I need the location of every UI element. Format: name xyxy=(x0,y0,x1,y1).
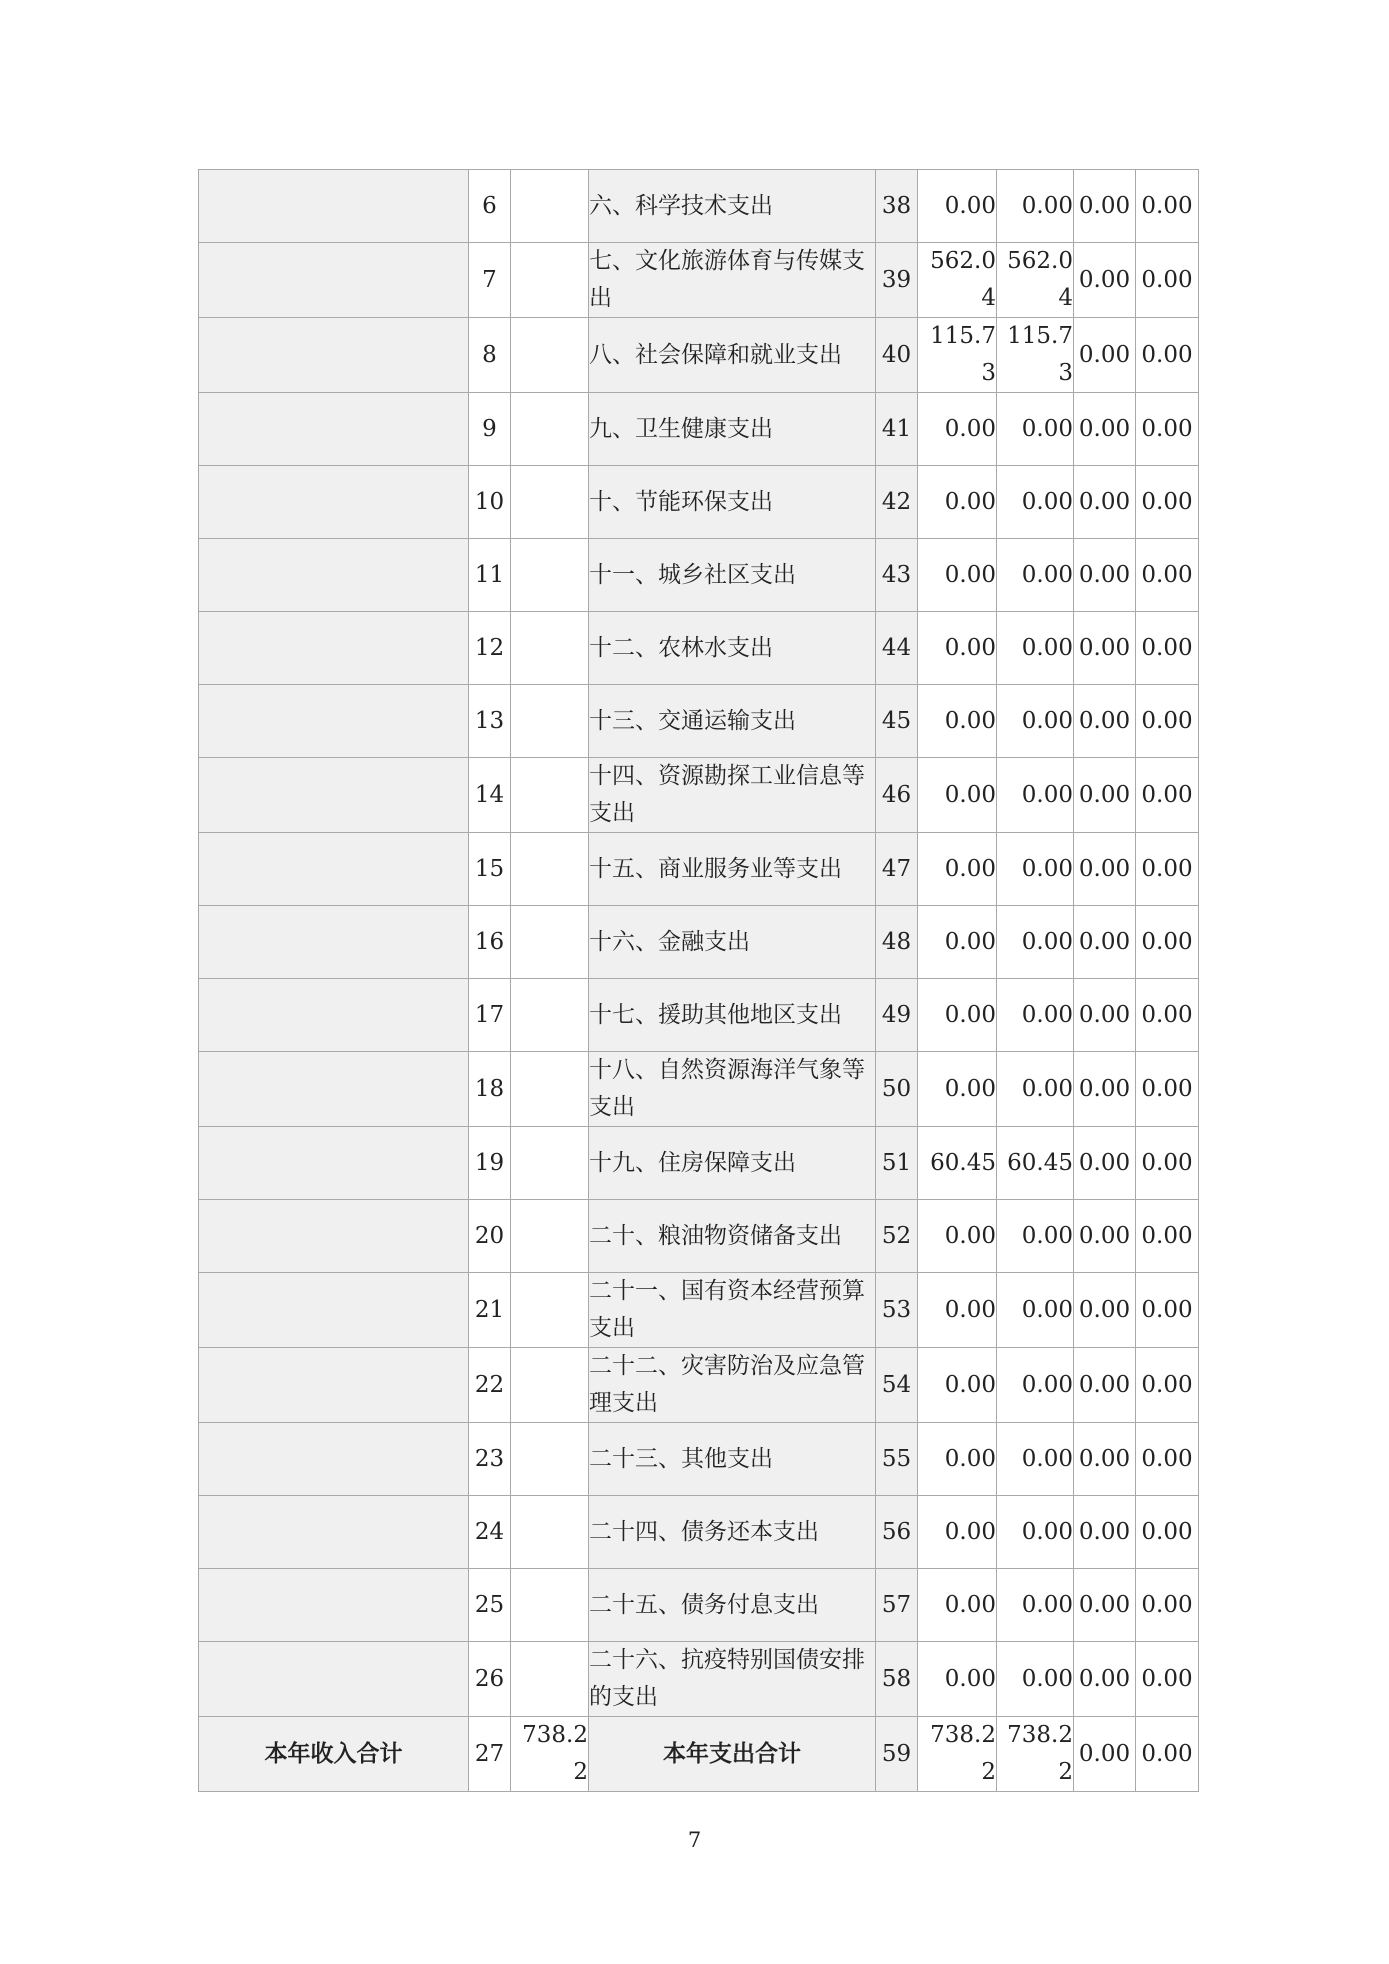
fund-budget-amount: 0.00 xyxy=(1074,1569,1136,1642)
expense-item-name: 十七、援助其他地区支出 xyxy=(589,979,876,1052)
fund-budget-amount: 0.00 xyxy=(1074,1052,1136,1127)
general-budget-amount: 0.00 xyxy=(997,1348,1074,1423)
expense-item-name: 八、社会保障和就业支出 xyxy=(589,318,876,393)
income-row-number: 20 xyxy=(469,1200,511,1273)
state-capital-budget-amount: 0.00 xyxy=(1136,906,1199,979)
expense-item-name: 二十三、其他支出 xyxy=(589,1423,876,1496)
state-capital-budget-amount: 0.00 xyxy=(1136,685,1199,758)
expense-item-name: 十八、自然资源海洋气象等支出 xyxy=(589,1052,876,1127)
income-row-number: 7 xyxy=(469,243,511,318)
expense-row-number: 47 xyxy=(876,833,918,906)
expense-item-name: 二十一、国有资本经营预算支出 xyxy=(589,1273,876,1348)
table-row xyxy=(199,1273,1199,1348)
income-amount-cell xyxy=(511,1200,589,1273)
total-row xyxy=(199,1717,1199,1792)
expense-item-name: 十二、农林水支出 xyxy=(589,612,876,685)
income-amount-cell xyxy=(511,1273,589,1348)
income-item-cell xyxy=(199,170,469,243)
general-budget-total: 738.22 xyxy=(997,1717,1074,1792)
table-row xyxy=(199,1052,1199,1127)
income-amount-cell xyxy=(511,466,589,539)
expense-total-number: 59 xyxy=(876,1717,918,1792)
expense-total-sum: 738.22 xyxy=(918,1717,997,1792)
income-item-cell xyxy=(199,1496,469,1569)
income-item-cell xyxy=(199,833,469,906)
table-row xyxy=(199,539,1199,612)
income-row-number: 23 xyxy=(469,1423,511,1496)
expense-total-amount: 0.00 xyxy=(918,906,997,979)
table-row xyxy=(199,758,1199,833)
fund-budget-amount: 0.00 xyxy=(1074,393,1136,466)
income-amount-cell xyxy=(511,906,589,979)
general-budget-amount: 0.00 xyxy=(997,1052,1074,1127)
expense-row-number: 39 xyxy=(876,243,918,318)
table-row xyxy=(199,1642,1199,1717)
income-amount-cell xyxy=(511,318,589,393)
table-row xyxy=(199,1127,1199,1200)
income-amount-cell xyxy=(511,1348,589,1423)
income-item-cell xyxy=(199,539,469,612)
state-capital-budget-amount: 0.00 xyxy=(1136,1642,1199,1717)
expense-total-amount: 0.00 xyxy=(918,1423,997,1496)
expense-total-amount: 0.00 xyxy=(918,1642,997,1717)
income-amount-cell xyxy=(511,1642,589,1717)
expense-total-amount: 115.73 xyxy=(918,318,997,393)
income-row-number: 10 xyxy=(469,466,511,539)
income-item-cell xyxy=(199,612,469,685)
income-amount-cell xyxy=(511,1423,589,1496)
expense-total-amount: 0.00 xyxy=(918,758,997,833)
expense-total-label: 本年支出合计 xyxy=(589,1717,876,1792)
expense-item-name: 六、科学技术支出 xyxy=(589,170,876,243)
fund-budget-amount: 0.00 xyxy=(1074,1348,1136,1423)
table-body xyxy=(199,170,1199,1717)
state-capital-budget-amount: 0.00 xyxy=(1136,1423,1199,1496)
fund-budget-total: 0.00 xyxy=(1074,1717,1136,1792)
expense-row-number: 56 xyxy=(876,1496,918,1569)
general-budget-amount: 0.00 xyxy=(997,1496,1074,1569)
fund-budget-amount: 0.00 xyxy=(1074,612,1136,685)
general-budget-amount: 0.00 xyxy=(997,539,1074,612)
fund-budget-amount: 0.00 xyxy=(1074,466,1136,539)
income-amount-cell xyxy=(511,833,589,906)
income-item-cell xyxy=(199,758,469,833)
state-capital-budget-amount: 0.00 xyxy=(1136,979,1199,1052)
state-capital-budget-amount: 0.00 xyxy=(1136,1200,1199,1273)
expense-item-name: 十六、金融支出 xyxy=(589,906,876,979)
income-item-cell xyxy=(199,1127,469,1200)
expense-item-name: 二十四、债务还本支出 xyxy=(589,1496,876,1569)
income-total-amount: 738.22 xyxy=(511,1717,589,1792)
state-capital-budget-amount: 0.00 xyxy=(1136,243,1199,318)
income-amount-cell xyxy=(511,539,589,612)
income-amount-cell xyxy=(511,685,589,758)
expense-row-number: 40 xyxy=(876,318,918,393)
fund-budget-amount: 0.00 xyxy=(1074,1423,1136,1496)
expense-item-name: 七、文化旅游体育与传媒支出 xyxy=(589,243,876,318)
table-row xyxy=(199,1348,1199,1423)
general-budget-amount: 60.45 xyxy=(997,1127,1074,1200)
expense-item-name: 十五、商业服务业等支出 xyxy=(589,833,876,906)
income-row-number: 12 xyxy=(469,612,511,685)
expense-row-number: 49 xyxy=(876,979,918,1052)
table-row xyxy=(199,318,1199,393)
general-budget-amount: 0.00 xyxy=(997,393,1074,466)
income-row-number: 18 xyxy=(469,1052,511,1127)
income-item-cell xyxy=(199,1348,469,1423)
general-budget-amount: 0.00 xyxy=(997,1642,1074,1717)
fund-budget-amount: 0.00 xyxy=(1074,979,1136,1052)
expense-row-number: 57 xyxy=(876,1569,918,1642)
income-amount-cell xyxy=(511,612,589,685)
general-budget-amount: 115.73 xyxy=(997,318,1074,393)
expense-total-amount: 0.00 xyxy=(918,1496,997,1569)
state-capital-budget-amount: 0.00 xyxy=(1136,1273,1199,1348)
expense-total-amount: 562.04 xyxy=(918,243,997,318)
income-row-number: 13 xyxy=(469,685,511,758)
table-row xyxy=(199,393,1199,466)
general-budget-amount: 0.00 xyxy=(997,685,1074,758)
income-row-number: 21 xyxy=(469,1273,511,1348)
income-total-number: 27 xyxy=(469,1717,511,1792)
expense-row-number: 44 xyxy=(876,612,918,685)
table-row xyxy=(199,833,1199,906)
fund-budget-amount: 0.00 xyxy=(1074,758,1136,833)
page-number: 7 xyxy=(687,1828,702,1852)
state-capital-budget-amount: 0.00 xyxy=(1136,1348,1199,1423)
income-row-number: 14 xyxy=(469,758,511,833)
income-row-number: 11 xyxy=(469,539,511,612)
general-budget-amount: 562.04 xyxy=(997,243,1074,318)
general-budget-amount: 0.00 xyxy=(997,1200,1074,1273)
income-item-cell xyxy=(199,1423,469,1496)
income-row-number: 6 xyxy=(469,170,511,243)
income-amount-cell xyxy=(511,979,589,1052)
expense-total-amount: 0.00 xyxy=(918,539,997,612)
general-budget-amount: 0.00 xyxy=(997,1423,1074,1496)
income-item-cell xyxy=(199,1200,469,1273)
expense-row-number: 41 xyxy=(876,393,918,466)
income-row-number: 22 xyxy=(469,1348,511,1423)
income-amount-cell xyxy=(511,758,589,833)
expense-total-amount: 0.00 xyxy=(918,1052,997,1127)
table-row xyxy=(199,243,1199,318)
expense-row-number: 48 xyxy=(876,906,918,979)
income-item-cell xyxy=(199,1642,469,1717)
income-row-number: 17 xyxy=(469,979,511,1052)
state-capital-budget-amount: 0.00 xyxy=(1136,1569,1199,1642)
expense-row-number: 52 xyxy=(876,1200,918,1273)
expense-total-amount: 0.00 xyxy=(918,979,997,1052)
expense-item-name: 二十、粮油物资储备支出 xyxy=(589,1200,876,1273)
table-row xyxy=(199,466,1199,539)
expense-total-amount: 0.00 xyxy=(918,393,997,466)
expense-row-number: 50 xyxy=(876,1052,918,1127)
income-amount-cell xyxy=(511,1052,589,1127)
fund-budget-amount: 0.00 xyxy=(1074,1496,1136,1569)
table-row xyxy=(199,1496,1199,1569)
income-item-cell xyxy=(199,466,469,539)
expense-row-number: 55 xyxy=(876,1423,918,1496)
table-row xyxy=(199,979,1199,1052)
expense-total-amount: 0.00 xyxy=(918,685,997,758)
table-row xyxy=(199,685,1199,758)
expense-total-amount: 0.00 xyxy=(918,1273,997,1348)
table-row xyxy=(199,612,1199,685)
fund-budget-amount: 0.00 xyxy=(1074,243,1136,318)
income-item-cell xyxy=(199,243,469,318)
expense-item-name: 二十二、灾害防治及应急管理支出 xyxy=(589,1348,876,1423)
state-capital-budget-amount: 0.00 xyxy=(1136,758,1199,833)
table-row xyxy=(199,1200,1199,1273)
fund-budget-amount: 0.00 xyxy=(1074,833,1136,906)
expense-total-amount: 0.00 xyxy=(918,1569,997,1642)
state-capital-budget-amount: 0.00 xyxy=(1136,539,1199,612)
income-row-number: 25 xyxy=(469,1569,511,1642)
expense-total-amount: 0.00 xyxy=(918,466,997,539)
general-budget-amount: 0.00 xyxy=(997,833,1074,906)
income-item-cell xyxy=(199,979,469,1052)
expense-total-amount: 0.00 xyxy=(918,612,997,685)
expense-row-number: 58 xyxy=(876,1642,918,1717)
table-row xyxy=(199,906,1199,979)
general-budget-amount: 0.00 xyxy=(997,758,1074,833)
income-row-number: 9 xyxy=(469,393,511,466)
expense-row-number: 46 xyxy=(876,758,918,833)
income-item-cell xyxy=(199,906,469,979)
general-budget-amount: 0.00 xyxy=(997,466,1074,539)
expense-row-number: 38 xyxy=(876,170,918,243)
state-capital-budget-amount: 0.00 xyxy=(1136,393,1199,466)
state-capital-budget-amount: 0.00 xyxy=(1136,466,1199,539)
expense-total-amount: 0.00 xyxy=(918,1348,997,1423)
income-amount-cell xyxy=(511,243,589,318)
income-item-cell xyxy=(199,1273,469,1348)
expense-row-number: 42 xyxy=(876,466,918,539)
expense-item-name: 十三、交通运输支出 xyxy=(589,685,876,758)
income-amount-cell xyxy=(511,1569,589,1642)
income-row-number: 19 xyxy=(469,1127,511,1200)
income-item-cell xyxy=(199,685,469,758)
expense-item-name: 十一、城乡社区支出 xyxy=(589,539,876,612)
general-budget-amount: 0.00 xyxy=(997,1273,1074,1348)
general-budget-amount: 0.00 xyxy=(997,612,1074,685)
income-row-number: 16 xyxy=(469,906,511,979)
general-budget-amount: 0.00 xyxy=(997,170,1074,243)
expense-item-name: 二十五、债务付息支出 xyxy=(589,1569,876,1642)
expense-row-number: 43 xyxy=(876,539,918,612)
state-capital-budget-amount: 0.00 xyxy=(1136,170,1199,243)
expense-total-amount: 0.00 xyxy=(918,170,997,243)
income-item-cell xyxy=(199,1052,469,1127)
expense-item-name: 二十六、抗疫特别国债安排的支出 xyxy=(589,1642,876,1717)
table-row xyxy=(199,1423,1199,1496)
expense-item-name: 十四、资源勘探工业信息等支出 xyxy=(589,758,876,833)
state-capital-budget-amount: 0.00 xyxy=(1136,318,1199,393)
fund-budget-amount: 0.00 xyxy=(1074,685,1136,758)
income-item-cell xyxy=(199,393,469,466)
general-budget-amount: 0.00 xyxy=(997,979,1074,1052)
income-row-number: 8 xyxy=(469,318,511,393)
expense-total-amount: 0.00 xyxy=(918,1200,997,1273)
income-amount-cell xyxy=(511,170,589,243)
fund-budget-amount: 0.00 xyxy=(1074,1273,1136,1348)
general-budget-amount: 0.00 xyxy=(997,1569,1074,1642)
income-row-number: 15 xyxy=(469,833,511,906)
expense-total-amount: 0.00 xyxy=(918,833,997,906)
table-row xyxy=(199,170,1199,243)
fund-budget-amount: 0.00 xyxy=(1074,170,1136,243)
income-row-number: 26 xyxy=(469,1642,511,1717)
expense-total-amount: 60.45 xyxy=(918,1127,997,1200)
expense-item-name: 十九、住房保障支出 xyxy=(589,1127,876,1200)
state-capital-budget-amount: 0.00 xyxy=(1136,1052,1199,1127)
state-capital-budget-amount: 0.00 xyxy=(1136,833,1199,906)
expense-row-number: 54 xyxy=(876,1348,918,1423)
expense-row-number: 51 xyxy=(876,1127,918,1200)
expense-row-number: 53 xyxy=(876,1273,918,1348)
state-capital-budget-total: 0.00 xyxy=(1136,1717,1199,1792)
income-row-number: 24 xyxy=(469,1496,511,1569)
fund-budget-amount: 0.00 xyxy=(1074,539,1136,612)
state-capital-budget-amount: 0.00 xyxy=(1136,1127,1199,1200)
expense-item-name: 十、节能环保支出 xyxy=(589,466,876,539)
state-capital-budget-amount: 0.00 xyxy=(1136,612,1199,685)
state-capital-budget-amount: 0.00 xyxy=(1136,1496,1199,1569)
fund-budget-amount: 0.00 xyxy=(1074,906,1136,979)
income-item-cell xyxy=(199,318,469,393)
expense-row-number: 45 xyxy=(876,685,918,758)
fund-budget-amount: 0.00 xyxy=(1074,318,1136,393)
income-amount-cell xyxy=(511,393,589,466)
income-amount-cell xyxy=(511,1496,589,1569)
table-row xyxy=(199,1569,1199,1642)
fund-budget-amount: 0.00 xyxy=(1074,1200,1136,1273)
total-section xyxy=(199,1717,1199,1792)
income-item-cell xyxy=(199,1569,469,1642)
fund-budget-amount: 0.00 xyxy=(1074,1127,1136,1200)
income-amount-cell xyxy=(511,1127,589,1200)
fund-budget-amount: 0.00 xyxy=(1074,1642,1136,1717)
budget-table xyxy=(198,169,1199,1792)
expense-item-name: 九、卫生健康支出 xyxy=(589,393,876,466)
general-budget-amount: 0.00 xyxy=(997,906,1074,979)
income-total-label: 本年收入合计 xyxy=(199,1717,469,1792)
